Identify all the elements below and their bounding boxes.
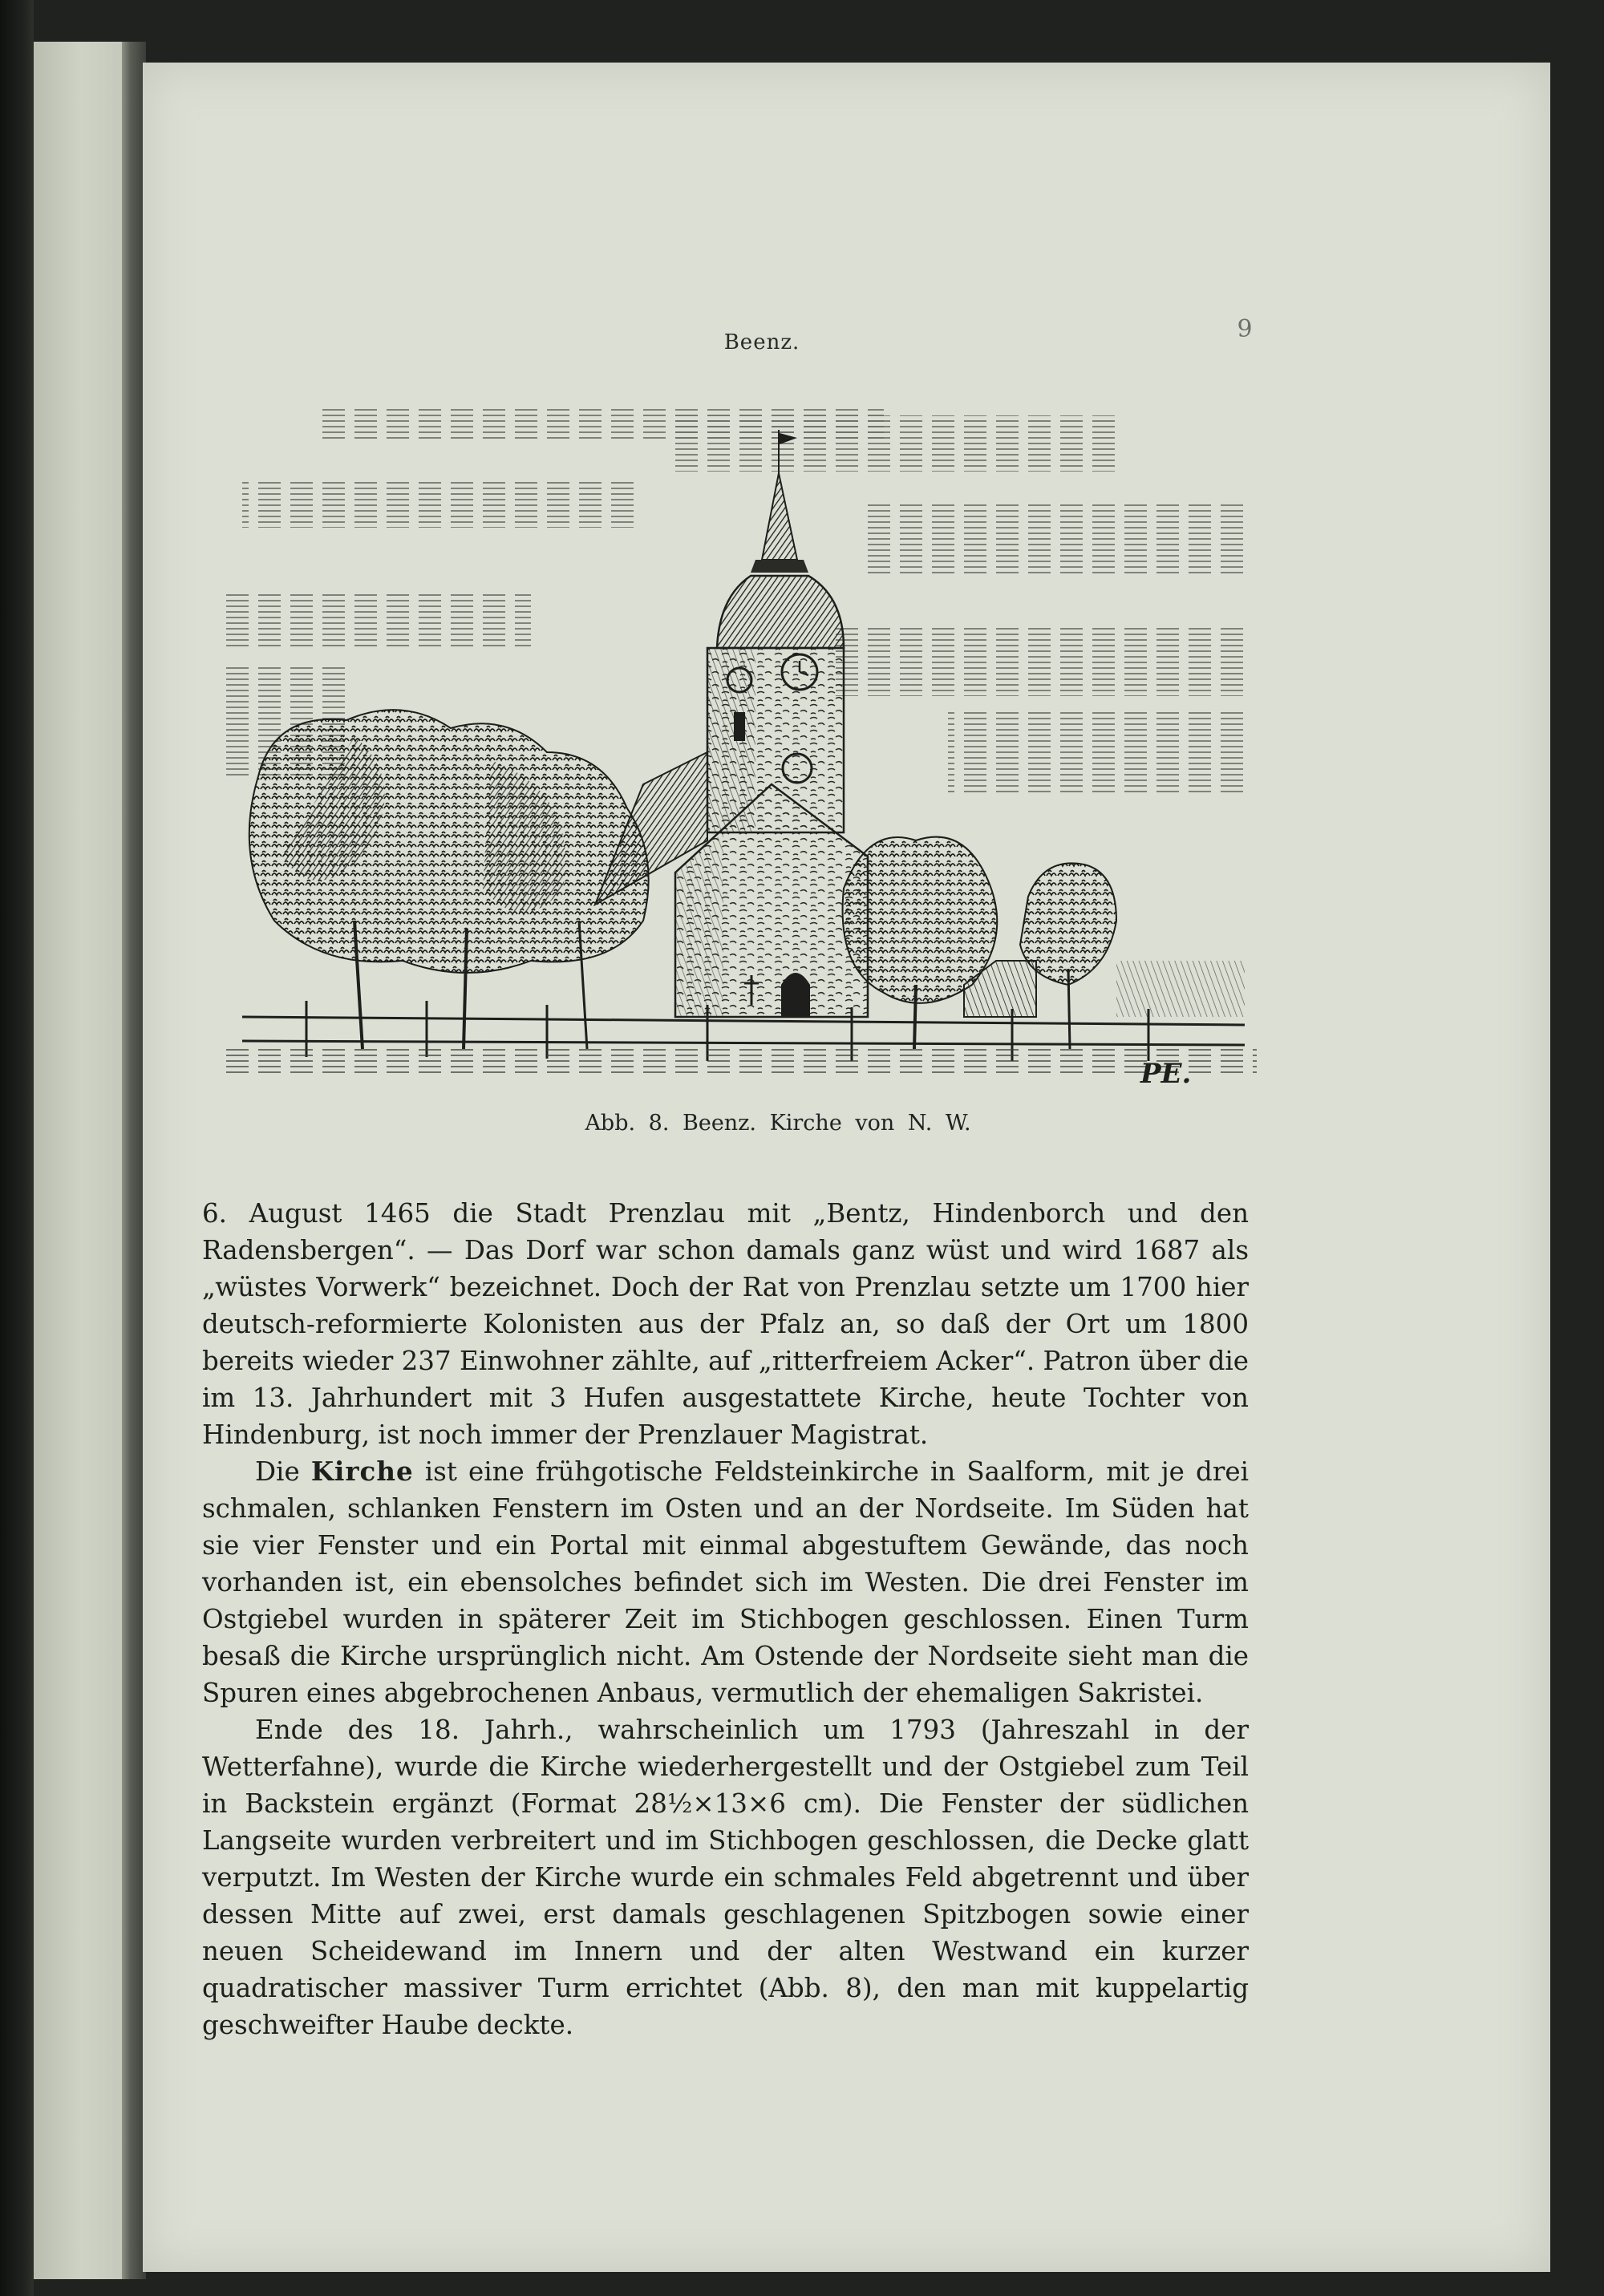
previous-page-sliver — [34, 42, 122, 2279]
emphasized-term: Kirche — [310, 1456, 414, 1487]
body-text — [202, 1195, 1249, 2043]
book-binding-edge — [0, 0, 34, 2296]
paragraph-lead: Die — [255, 1456, 300, 1487]
church-illustration-icon — [226, 407, 1257, 1089]
running-head: Beenz. — [723, 330, 800, 354]
figure-caption: Abb. 8. Beenz. Kirche von N. W. — [585, 1111, 971, 1136]
page-number: 9 — [1237, 315, 1253, 343]
paragraph — [202, 1453, 1249, 1711]
paragraph: 6. August 1465 die Stadt Prenzlau mit „Bentz, Hindenborch und den Radensbergen“. — Das Dorf war schon damals ganz wüst und wird 1687 als „wüstes Vorwerk“ bezeichnet. Doch der Rat von Prenzlau setzte um 1700 hier deutsch-reformierte Kolonisten aus der Pfalz an, so daß der Ort um 1800 bereits wieder 237 Einwohner zählte, auf „ritterfreiem Acker“. Patron über die im 13. Jahrhundert mit 3 Hufen ausgestattete Kirche, heute Tochter von Hindenburg, ist noch immer der Prenzlauer Magistrat. — [202, 1198, 1249, 1450]
paragraph-rest: ist eine frühgotische Feldsteinkirche in Saalform, mit je drei schmalen, schlanken Fenstern im Osten und an der Nordseite. Im Süden hat sie vier Fenster und ein Portal mit einmal abgestuftem Gewände, das noch vorhanden ist, ein ebensolches befindet sich im Westen. Die drei Fenster im Ostgiebel wurden in späterer Zeit im Stichbogen geschlossen. Einen Turm besaß die Kirche ursprünglich nicht. Am Ostende der Nordseite sieht man die Spuren eines abgebrochenen Anbaus, vermutlich der ehemaligen Sakristei. — [202, 1456, 1249, 1708]
artist-signature: PE. — [1140, 1058, 1192, 1089]
paragraph: Ende des 18. Jahrh., wahrscheinlich um 1793 (Jahreszahl in der Wetterfahne), wurde die Kirche wiederhergestellt und der Ostgiebel zum Teil in Backstein ergänzt (Format 28½×13×6 cm). Die Fenster der südlichen Langseite wurden verbreitert und im Stichbogen geschlossen, die Decke glatt verputzt. Im Westen der Kirche wurde ein schmales Feld abgetrennt und über dessen Mitte auf zwei, erst damals geschlagenen Spitzbogen sowie einer neuen Scheidewand im Innern und der alten Westwand ein kurzer quadratischer massiver Turm errichtet (Abb. 8), den man mit kuppelartig geschweifter Haube deckte. — [202, 1715, 1249, 2040]
